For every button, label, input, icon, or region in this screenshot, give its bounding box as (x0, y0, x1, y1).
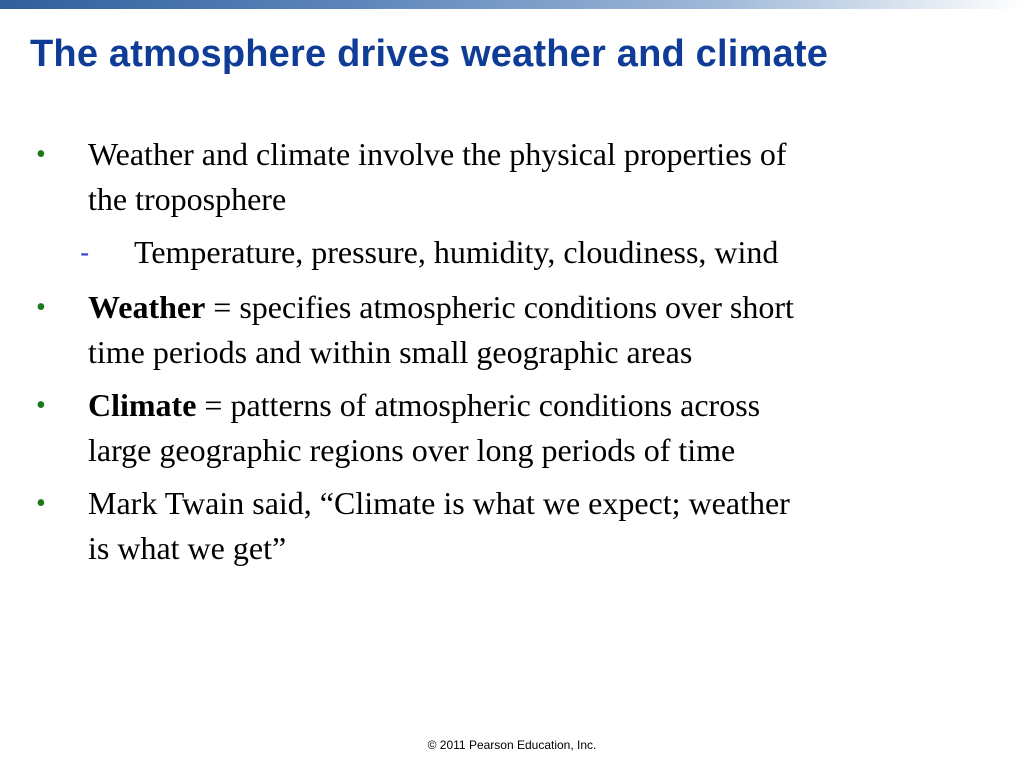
defined-term: Climate (88, 387, 197, 423)
sub-bullet-marker: - (80, 237, 90, 268)
slide-body (0, 132, 1024, 579)
bullet-marker: • (36, 139, 46, 170)
bullet-line (88, 285, 988, 330)
definition-text: = patterns of atmospheric conditions across (196, 387, 761, 423)
bullet-item (0, 132, 988, 222)
sub-bullet-line: Temperature, pressure, humidity, cloudiness, wind (134, 234, 779, 270)
copyright-footer: © 2011 Pearson Education, Inc. (427, 738, 597, 752)
bullet-item (0, 481, 988, 571)
bullet-item (0, 285, 988, 375)
bullet-line: is what we get” (88, 530, 287, 566)
bullet-marker: • (36, 292, 46, 323)
bullet-marker: • (36, 390, 46, 421)
definition-text: = specifies atmospheric conditions over short (205, 289, 794, 325)
bullet-marker: • (36, 488, 46, 519)
bullet-line (88, 383, 988, 428)
bullet-item (0, 383, 988, 473)
bullet-line: large geographic regions over long periods of time (88, 432, 736, 468)
bullet-line: Weather and climate involve the physical properties of (88, 136, 787, 172)
top-accent-band (0, 0, 1024, 9)
slide-title: The atmosphere drives weather and climate (30, 33, 829, 75)
bullet-line: Mark Twain said, “Climate is what we expect; weather (88, 485, 790, 521)
bullet-line: time periods and within small geographic areas (88, 334, 693, 370)
bullet-line: the troposphere (88, 181, 287, 217)
defined-term: Weather (88, 289, 206, 325)
sub-bullet-item (0, 230, 1014, 275)
